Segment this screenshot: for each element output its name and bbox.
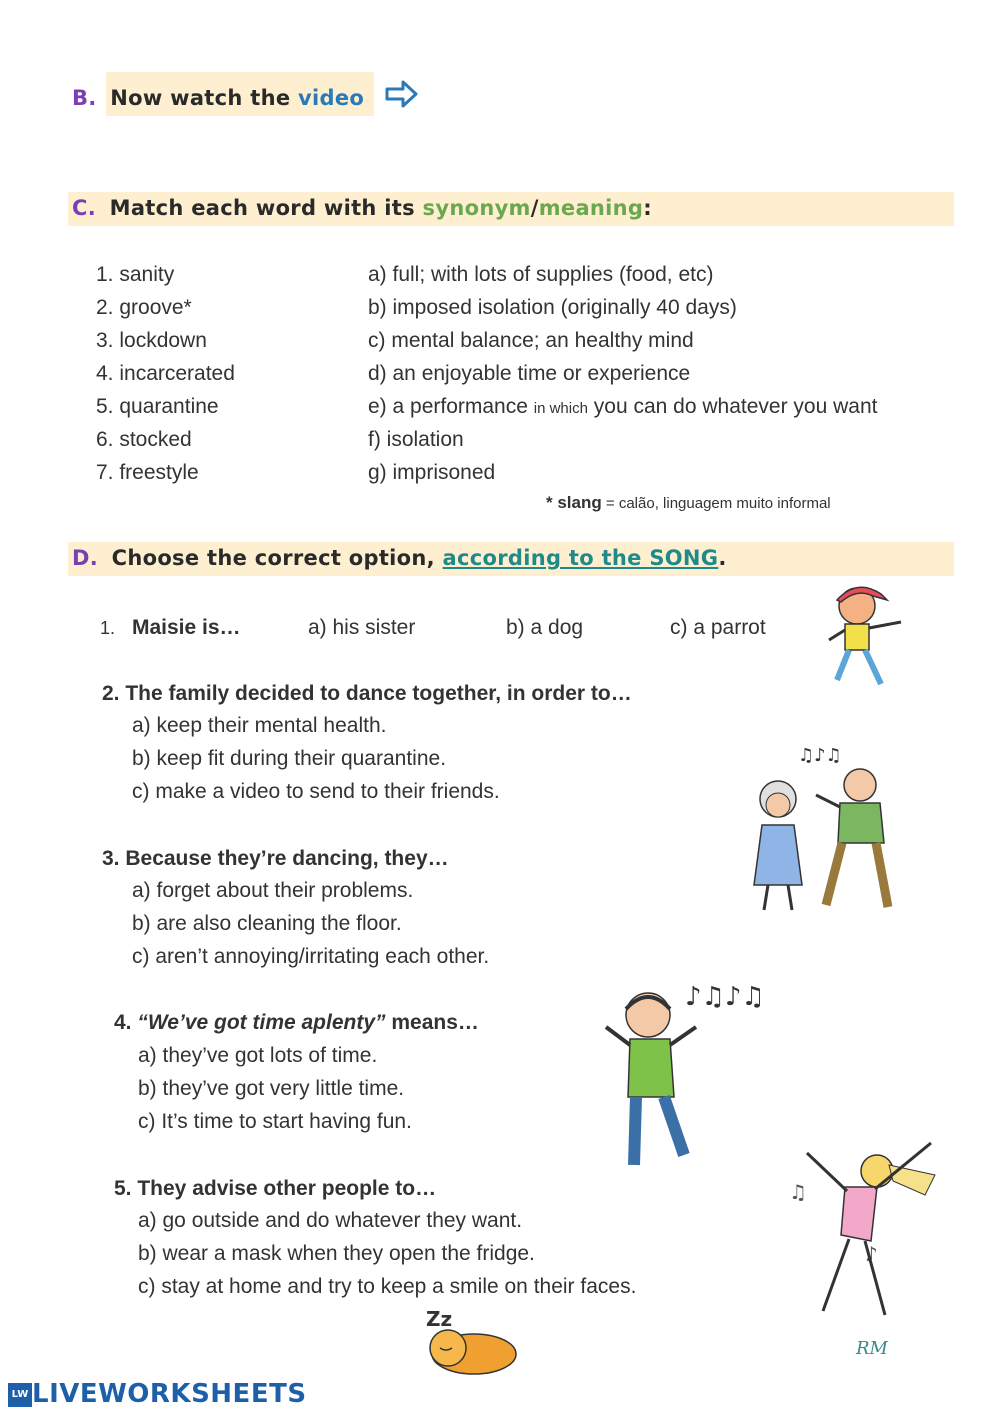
q4-option[interactable]: a) they’ve got lots of time. xyxy=(138,1044,378,1067)
q5-text: 5. They advise other people to… xyxy=(114,1177,437,1200)
meaning-item[interactable]: a) full; with lots of supplies (food, etc) xyxy=(368,263,714,286)
q3-option[interactable]: b) are also cleaning the floor. xyxy=(132,912,402,935)
dancing-woman-illustration xyxy=(785,1135,940,1325)
q4-option[interactable]: b) they’ve got very little time. xyxy=(138,1077,405,1100)
meaning-item[interactable]: c) mental balance; an healthy mind xyxy=(368,329,694,352)
section-b-header xyxy=(72,86,364,110)
meaning-e-start: e) a performance xyxy=(368,395,534,418)
q1-option-a[interactable]: a) his sister xyxy=(308,616,416,639)
section-b-letter: B. xyxy=(72,86,97,110)
q1-option-c[interactable]: c) a parrot xyxy=(670,616,766,639)
liveworksheets-badge-icon: LW xyxy=(8,1383,32,1407)
q2-option[interactable]: c) make a video to send to their friends. xyxy=(132,780,500,803)
svg-text:♫♪♫: ♫♪♫ xyxy=(798,745,842,766)
sleep-z-text: Zz xyxy=(426,1307,453,1331)
q5-option[interactable]: b) wear a mask when they open the fridge. xyxy=(138,1242,535,1265)
slash: / xyxy=(530,196,539,220)
meaning-e-rest: you can do whatever you want xyxy=(587,395,878,418)
word-item[interactable]: 6. stocked xyxy=(96,428,192,451)
word-item[interactable]: 3. lockdown xyxy=(96,329,207,352)
elderly-couple-dancing-illustration xyxy=(748,735,913,920)
meaning-item[interactable]: g) imprisoned xyxy=(368,461,496,484)
synonym-word: synonym xyxy=(422,196,531,220)
arrow-right-icon[interactable] xyxy=(385,80,419,108)
q4-rest: means… xyxy=(385,1011,479,1034)
section-c-header xyxy=(72,196,652,220)
q5-option[interactable]: a) go outside and do whatever they want. xyxy=(138,1209,523,1232)
colon: : xyxy=(643,196,652,220)
section-c-letter: C. xyxy=(72,196,96,220)
q1-text: Maisie is… xyxy=(132,616,241,639)
section-d-letter: D. xyxy=(72,546,99,570)
word-item[interactable]: 2. groove* xyxy=(96,296,192,319)
meaning-word: meaning xyxy=(538,196,644,220)
q1-option-b[interactable]: b) a dog xyxy=(506,616,584,639)
word-item[interactable]: 5. quarantine xyxy=(96,395,219,418)
section-d-text: Choose the correct option, xyxy=(111,546,443,570)
song-link[interactable]: according to the SONG xyxy=(442,546,719,570)
svg-text:♪♫♪♫: ♪♫♪♫ xyxy=(685,982,765,1012)
slang-rest: = calão, linguagem muito informal xyxy=(601,495,831,512)
meaning-item[interactable]: d) an enjoyable time or experience xyxy=(368,362,691,385)
q3-option[interactable]: c) aren’t annoying/irritating each other. xyxy=(132,945,490,968)
q1-number: 1. xyxy=(100,618,116,638)
section-b-text: Now watch the xyxy=(110,86,298,110)
word-item[interactable]: 7. freestyle xyxy=(96,461,199,484)
q5-option[interactable]: c) stay at home and try to keep a smile on their faces. xyxy=(138,1275,637,1298)
q3-text: 3. Because they’re dancing, they… xyxy=(102,847,449,870)
q3-option[interactable]: a) forget about their problems. xyxy=(132,879,414,902)
q2-option[interactable]: a) keep their mental health. xyxy=(132,714,387,737)
slang-note xyxy=(546,493,831,513)
meaning-e-small: in which xyxy=(533,400,588,417)
word-item[interactable]: 4. incarcerated xyxy=(96,362,235,385)
q2-text: 2. The family decided to dance together, in order to… xyxy=(102,682,632,705)
video-link[interactable]: video xyxy=(298,86,365,110)
meaning-item[interactable] xyxy=(368,395,877,419)
q2-option[interactable]: b) keep fit during their quarantine. xyxy=(132,747,447,770)
slang-star: * slang xyxy=(546,493,602,512)
meaning-item[interactable]: f) isolation xyxy=(368,428,464,451)
word-item[interactable]: 1. sanity xyxy=(96,263,175,286)
period: . xyxy=(718,546,727,570)
dancing-man-headphones-illustration xyxy=(600,965,795,1175)
meaning-item[interactable]: b) imposed isolation (originally 40 days) xyxy=(368,296,737,319)
dancing-girl-illustration xyxy=(815,576,910,691)
svg-text:♪: ♪ xyxy=(865,1242,878,1266)
q4-text xyxy=(114,1011,479,1035)
section-c-text: Match each word with its xyxy=(109,196,423,220)
section-d-header xyxy=(72,546,727,570)
sleeping-dog-illustration xyxy=(412,1302,522,1380)
q4-quote: “We’ve got time aplenty” xyxy=(137,1011,386,1034)
svg-text:♫: ♫ xyxy=(789,1180,807,1204)
liveworksheets-logo[interactable]: LIVEWORKSHEETS xyxy=(32,1379,307,1409)
author-signature: RM xyxy=(856,1338,888,1359)
q4-num: 4. xyxy=(114,1011,138,1034)
q4-option[interactable]: c) It’s time to start having fun. xyxy=(138,1110,412,1133)
